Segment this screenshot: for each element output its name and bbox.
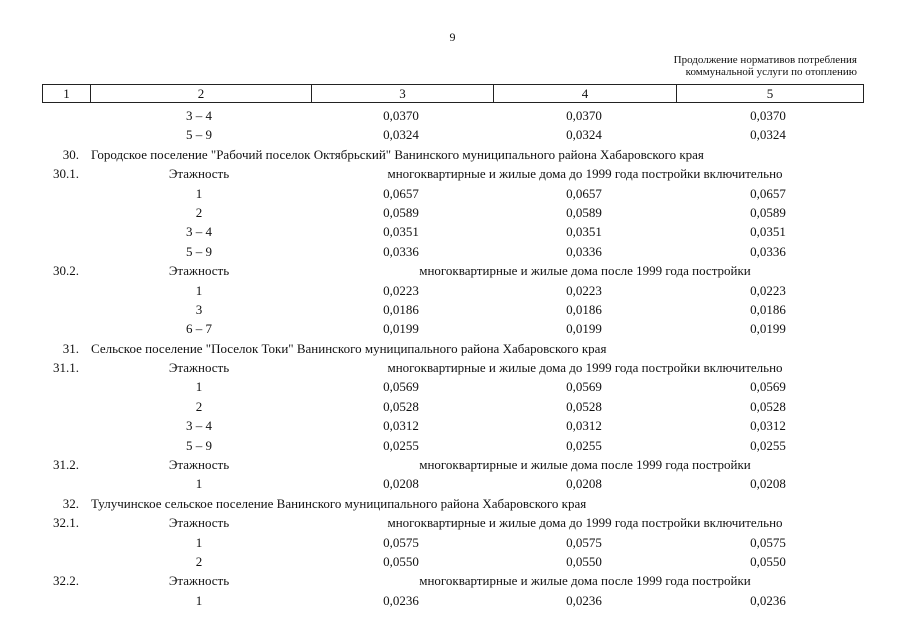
norm-value-cell: 0,0186 <box>383 301 419 317</box>
row-number: 31.2. <box>53 457 79 473</box>
column-header-3: 3 <box>312 85 494 103</box>
settlement-heading-row <box>0 339 905 358</box>
norm-value-cell: 0,0223 <box>566 282 602 298</box>
norm-value-cell: 0,0569 <box>750 379 786 395</box>
norm-value-cell: 0,0550 <box>566 553 602 569</box>
floor-count-cell: 5 – 9 <box>186 243 212 259</box>
row-number: 32.1. <box>53 515 79 531</box>
norm-value-cell: 0,0575 <box>383 534 419 550</box>
norm-value-cell: 0,0199 <box>566 321 602 337</box>
row-number: 30.2. <box>53 263 79 279</box>
floors-label: Этажность <box>168 515 230 531</box>
settlement-name: Сельское поселение "Поселок Токи" Ванинского муниципального района Хабаровского края <box>91 340 607 356</box>
continuation-note <box>557 54 857 78</box>
norm-value-cell: 0,0223 <box>383 282 419 298</box>
norm-value-cell: 0,0569 <box>383 379 419 395</box>
table-row <box>0 377 905 396</box>
table-row <box>0 222 905 241</box>
norm-value-cell: 0,0336 <box>383 243 419 259</box>
floors-label: Этажность <box>168 360 230 376</box>
table-row <box>0 474 905 493</box>
settlement-name: Городское поселение "Рабочий поселок Октябрьский" Ванинского муниципального района Хабаровского края <box>91 146 704 162</box>
norm-value-cell: 0,0199 <box>383 321 419 337</box>
norm-value-cell: 0,0312 <box>383 418 419 434</box>
floor-count-cell: 2 <box>195 398 203 414</box>
norm-value-cell: 0,0336 <box>750 243 786 259</box>
floors-label: Этажность <box>168 457 230 473</box>
norm-value-cell: 0,0370 <box>750 108 786 123</box>
norm-value-cell: 0,0208 <box>566 476 602 492</box>
building-category: многоквартирные и жилые дома после 1999 года постройки <box>419 263 751 279</box>
norm-value-cell: 0,0236 <box>566 592 602 608</box>
norm-value-cell: 0,0657 <box>383 185 419 201</box>
building-category: многоквартирные и жилые дома до 1999 года постройки включительно <box>387 515 783 531</box>
norm-value-cell: 0,0312 <box>566 418 602 434</box>
norm-value-cell: 0,0199 <box>750 321 786 337</box>
table-row <box>0 416 905 435</box>
norm-value-cell: 0,0528 <box>383 398 419 414</box>
row-number: 31.1. <box>53 360 79 376</box>
row-number: 32.2. <box>53 573 79 589</box>
building-category: многоквартирные и жилые дома после 1999 года постройки <box>419 573 751 589</box>
norm-value-cell: 0,0351 <box>383 224 419 240</box>
subsection-row <box>0 164 905 183</box>
norms-table-body <box>0 106 905 610</box>
norm-value-cell: 0,0223 <box>750 282 786 298</box>
table-row <box>0 552 905 571</box>
row-number: 32. <box>62 495 79 511</box>
norm-value-cell: 0,0589 <box>566 204 602 220</box>
table-row <box>0 397 905 416</box>
building-category: многоквартирные и жилые дома после 1999 года постройки <box>419 457 751 473</box>
norm-value-cell: 0,0324 <box>383 127 419 143</box>
subsection-row <box>0 571 905 590</box>
subsection-row <box>0 261 905 280</box>
column-header-1: 1 <box>43 85 91 103</box>
norm-value-cell: 0,0255 <box>383 437 419 453</box>
table-row <box>0 184 905 203</box>
subsection-row <box>0 358 905 377</box>
norm-value-cell: 0,0208 <box>750 476 786 492</box>
norm-value-cell: 0,0589 <box>383 204 419 220</box>
norm-value-cell: 0,0351 <box>566 224 602 240</box>
floor-count-cell: 3 – 4 <box>186 418 212 434</box>
floor-count-cell: 1 <box>195 282 203 298</box>
norm-value-cell: 0,0186 <box>750 301 786 317</box>
floor-count-cell: 2 <box>195 204 203 220</box>
building-category: многоквартирные и жилые дома до 1999 года постройки включительно <box>387 360 783 376</box>
norm-value-cell: 0,0351 <box>750 224 786 240</box>
floor-count-cell: 3 – 4 <box>186 108 212 123</box>
norm-value-cell: 0,0569 <box>566 379 602 395</box>
norm-value-cell: 0,0589 <box>750 204 786 220</box>
column-header-5: 5 <box>677 85 864 103</box>
table-row <box>0 319 905 338</box>
column-header-4: 4 <box>494 85 677 103</box>
norm-value-cell: 0,0370 <box>383 108 419 123</box>
floors-label: Этажность <box>168 263 230 279</box>
norm-value-cell: 0,0324 <box>750 127 786 143</box>
norm-value-cell: 0,0312 <box>750 418 786 434</box>
table-row <box>0 533 905 552</box>
settlement-name: Тулучинское сельское поселение Ванинского муниципального района Хабаровского края <box>91 495 587 511</box>
table-row <box>0 436 905 455</box>
row-number: 31. <box>62 340 79 356</box>
floor-count-cell: 3 <box>195 301 203 317</box>
floor-count-cell: 5 – 9 <box>186 127 212 143</box>
subsection-row <box>0 455 905 474</box>
table-row <box>0 242 905 261</box>
floor-count-cell: 1 <box>195 592 203 608</box>
floor-count-cell: 1 <box>195 534 203 550</box>
settlement-heading-row <box>0 494 905 513</box>
norm-value-cell: 0,0208 <box>383 476 419 492</box>
norm-value-cell: 0,0336 <box>566 243 602 259</box>
page-number: 9 <box>449 30 456 44</box>
norm-value-cell: 0,0255 <box>750 437 786 453</box>
continuation-line-1: Продолжение нормативов потребления <box>673 54 857 66</box>
norm-value-cell: 0,0236 <box>750 592 786 608</box>
settlement-heading-row <box>0 145 905 164</box>
norm-value-cell: 0,0255 <box>566 437 602 453</box>
norm-value-cell: 0,0550 <box>383 553 419 569</box>
table-row <box>0 106 905 125</box>
floors-label: Этажность <box>168 573 230 589</box>
building-category: многоквартирные и жилые дома до 1999 года постройки включительно <box>387 166 783 182</box>
row-number: 30. <box>62 146 79 162</box>
floors-label: Этажность <box>168 166 230 182</box>
table-row <box>0 591 905 610</box>
table-row <box>0 125 905 144</box>
floor-count-cell: 1 <box>195 476 203 492</box>
norm-value-cell: 0,0528 <box>750 398 786 414</box>
norm-value-cell: 0,0575 <box>566 534 602 550</box>
continuation-line-2: коммунальной услуги по отоплению <box>685 66 857 78</box>
column-header-row <box>43 85 864 103</box>
floor-count-cell: 1 <box>195 185 203 201</box>
floor-count-cell: 1 <box>195 379 203 395</box>
table-row <box>0 281 905 300</box>
norm-value-cell: 0,0550 <box>750 553 786 569</box>
row-number: 30.1. <box>53 166 79 182</box>
norm-value-cell: 0,0370 <box>566 108 602 123</box>
column-header-2: 2 <box>91 85 312 103</box>
norm-value-cell: 0,0324 <box>566 127 602 143</box>
floor-count-cell: 6 – 7 <box>186 321 212 337</box>
norm-value-cell: 0,0575 <box>750 534 786 550</box>
norm-value-cell: 0,0657 <box>566 185 602 201</box>
table-row <box>0 203 905 222</box>
floor-count-cell: 3 – 4 <box>186 224 212 240</box>
subsection-row <box>0 513 905 532</box>
norm-value-cell: 0,0186 <box>566 301 602 317</box>
norm-value-cell: 0,0657 <box>750 185 786 201</box>
table-row <box>0 300 905 319</box>
norm-value-cell: 0,0528 <box>566 398 602 414</box>
norm-value-cell: 0,0236 <box>383 592 419 608</box>
column-header-table <box>42 84 864 103</box>
floor-count-cell: 2 <box>195 553 203 569</box>
floor-count-cell: 5 – 9 <box>186 437 212 453</box>
